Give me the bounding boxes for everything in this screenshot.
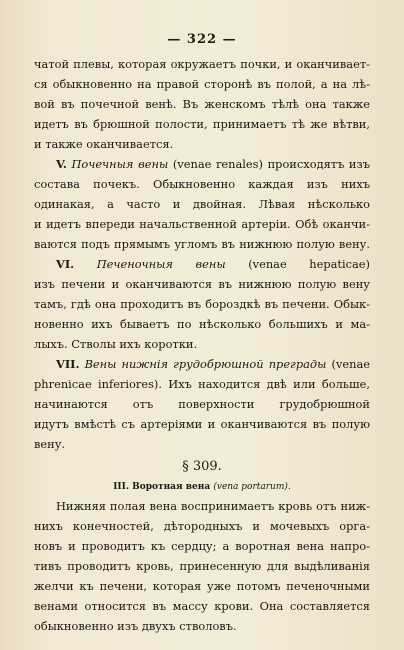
item-5-first-line [34, 154, 370, 174]
text-line: желчи къ печени, которая уже потомъ печеночными [34, 579, 370, 593]
page-number: — 322 — [167, 32, 237, 47]
item-number: V. [56, 157, 67, 171]
text-line: Нижняя полая вена воспринимаетъ кровь отъ ниж- [56, 499, 370, 513]
text-line: нихъ конечностей, дѣтородныхъ и мочевыхъ орга- [34, 519, 370, 533]
text-line: идетъ въ брюшной полости, принимаетъ тѣ же вѣтви, [34, 117, 370, 131]
item-7-first-line [34, 354, 370, 374]
item-text: (venae [331, 357, 370, 371]
text-line: ваются подъ прямымъ угломъ въ нижнюю полую вену. [34, 237, 370, 251]
text-line: начинаются отъ поверхности грудобрюшной [34, 397, 370, 411]
text-line: phrenicae inferiores). Ихъ находится двѣ или больше, [34, 377, 370, 391]
item-text: (venae hepaticae) [248, 257, 370, 271]
section-number: § 309. [182, 459, 222, 474]
item-number: VII. [56, 357, 80, 371]
text-line: венами относится въ массу крови. Она составляется [34, 599, 370, 613]
body-text [34, 54, 370, 636]
text-line: тивъ проводитъ кровь, принесенную для выдѣливанія [34, 559, 370, 573]
text-line: ся обыкновенно на правой сторонѣ въ полой, а на лѣ- [34, 77, 370, 91]
text-line: одинакая, а часто и двойная. Лѣвая нѣсколько [34, 197, 370, 211]
item-term: Печеночныя вены [96, 257, 226, 271]
item-term: Почечныя вены [71, 157, 169, 171]
item-text: (venae renales) происходятъ изъ [172, 157, 370, 171]
item-6-first-line [34, 254, 370, 274]
item-number: VI. [56, 257, 75, 271]
text-line: новъ и проводитъ къ сердцу; а воротная вена напро- [34, 539, 370, 553]
text-line: вой въ почечной венѣ. Въ женскомъ тѣлѣ она также [34, 97, 370, 111]
item-term: Вены нижнія грудобрюшной преграды [84, 357, 327, 371]
text-line: лыхъ. Стволы ихъ коротки. [34, 337, 198, 351]
text-line: новенно ихъ бываетъ по нѣсколько большихъ и ма- [34, 317, 370, 331]
text-line: обыкновенно изъ двухъ стволовъ. [34, 619, 237, 633]
text-line: и идетъ впереди начальственной артеріи. Обѣ оканчи- [34, 217, 370, 231]
text-line: вену. [34, 437, 66, 451]
text-line: состава почекъ. Обыкновенно каждая изъ нихъ [34, 177, 370, 191]
section-subheading [34, 478, 370, 496]
subheading-latin: (vena portarum). [213, 482, 291, 492]
text-line: чатой плевы, которая окружаетъ почки, и оканчивает- [34, 57, 370, 71]
text-line: и также оканчивается. [34, 137, 174, 151]
subheading-title: III. Воротная вена [113, 482, 211, 492]
text-line: тамъ, гдѣ она проходитъ въ бороздкѣ въ печени. Обык- [34, 297, 370, 311]
text-line: идутъ вмѣстѣ съ артеріями и оканчиваются въ полую [34, 417, 370, 431]
text-line: изъ печени и оканчиваются въ нижнюю полую вену [34, 277, 370, 291]
